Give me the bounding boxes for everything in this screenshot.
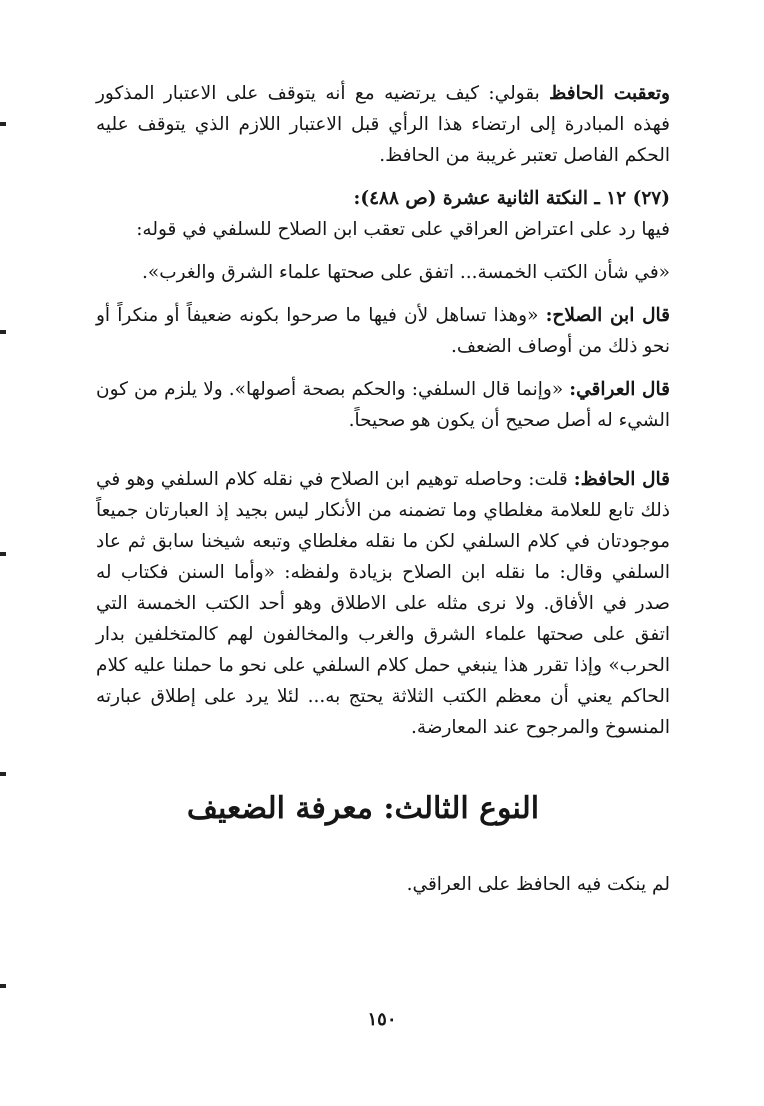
paragraph-hafiz-critique (96, 78, 670, 171)
spacer (96, 436, 670, 464)
section-note-heading: (٢٧) ١٢ ـ النكتة الثانية عشرة (ص ٤٨٨): (353, 188, 670, 209)
spacer (96, 245, 670, 257)
paragraph-ibn-salah (96, 300, 670, 362)
spacer (96, 171, 670, 183)
page-number: ١٥٠ (367, 1009, 397, 1030)
margin-mark (0, 552, 6, 556)
paragraph-text: قلت: وحاصله توهيم ابن الصلاح في نقله كلام السلفي وهو في ذلك تابع للعلامة مغلطاي وما تضمنه من الأنكار ليس بجيد إذ العبارتان جميعاً موجودتان في كلام السلفي لكن ما نقله مغلطاي وتبعه شيخنا سابق ثم عاد السلفي وقال: ما نقله ابن الصلاح بزيادة ولفظه: «وأما السنن فكتاب له صدر في الأفاق. ولا نرى مثله على الاطلاق وهو أحد الكتب الخمسة التي اتفق على صحتها علماء الشرق والغرب والمخالفون لهم كالمتخلفين بدار الحرب» وإذا تقرر هذا ينبغي حمل كلام السلفي على نحو ما حملنا عليه كلام الحاكم يعني أن معظم الكتب الثلاثة يحتج به... لئلا يرد على إطلاق عبارته المنسوخ والمرجوح عند المعارضة. (96, 469, 670, 738)
margin-mark (0, 330, 6, 334)
paragraph-lead: قال العراقي: (569, 379, 670, 400)
paragraph-quote: «في شأن الكتب الخمسة... اتفق على صحتها علماء الشرق والغرب». (142, 262, 670, 283)
spacer (96, 743, 670, 789)
closing-note: لم ينكت فيه الحافظ على العراقي. (406, 874, 670, 895)
section-heading: النوع الثالث: معرفة الضعيف (186, 791, 540, 826)
spacer (96, 362, 670, 374)
spacer (96, 829, 670, 869)
paragraph-lead: قال ابن الصلاح: (545, 305, 670, 326)
paragraph-hafiz-reply (96, 464, 670, 743)
spacer (96, 288, 670, 300)
margin-mark (0, 772, 6, 776)
paragraph-lead: قال الحافظ: (573, 469, 670, 490)
paragraph-text: بقولي: كيف يرتضيه مع أنه يتوقف على الاعتبار المذكور فهذه المبادرة إلى ارتضاء هذا الرأي قبل الاعتبار اللازم الذي يتوقف عليه الحكم الفاصل تعتبر غريبة من الحافظ. (96, 83, 670, 166)
paragraph-text: «وإنما قال السلفي: والحكم بصحة أصولها». ولا يلزم من كون الشيء له أصل صحيح أن يكون هو صحيحاً. (96, 379, 670, 431)
page-body (96, 78, 670, 900)
paragraph-lead: وتعقبت الحافظ (549, 83, 670, 104)
paragraph-intro: فيها رد على اعتراض العراقي على تعقب ابن الصلاح للسلفي في قوله: (136, 219, 670, 240)
margin-mark (0, 984, 6, 988)
paragraph-text: «وهذا تساهل لأن فيها ما صرحوا بكونه ضعيفاً أو منكراً أو نحو ذلك من أوصاف الضعف. (96, 305, 670, 357)
paragraph-iraqi (96, 374, 670, 436)
margin-mark (0, 122, 6, 126)
